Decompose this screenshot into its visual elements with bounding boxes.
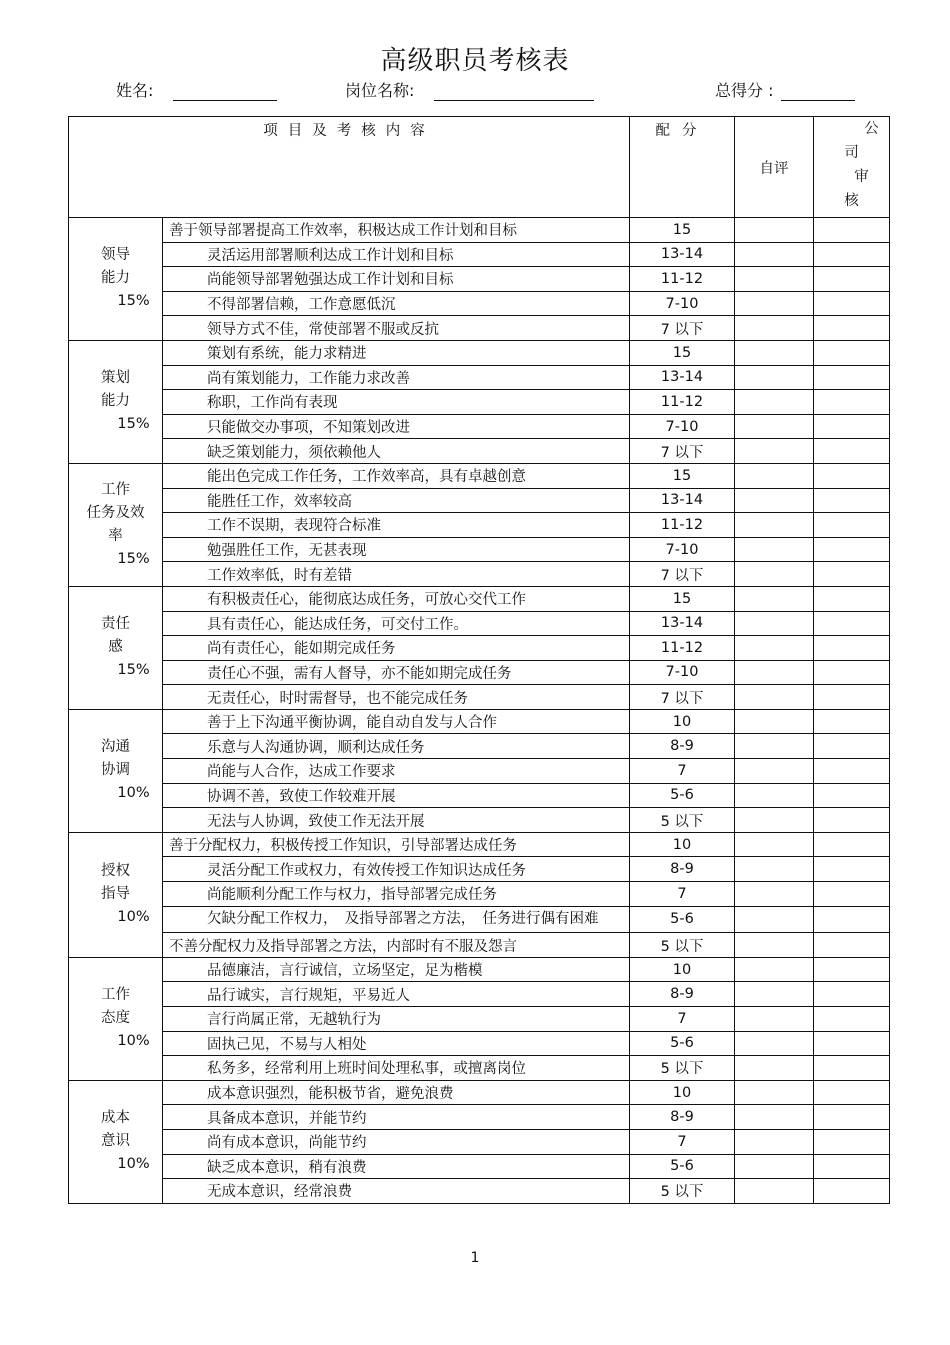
category-name: 意识 [101, 1133, 130, 1150]
table-row [69, 1179, 890, 1204]
company-review-cell[interactable] [814, 1179, 890, 1204]
criterion-text: 策划有系统，能力求精进 [163, 340, 630, 365]
criterion-score: 7 以下 [630, 685, 735, 710]
company-review-cell[interactable] [814, 906, 890, 933]
table-row [69, 1080, 890, 1105]
self-eval-cell[interactable] [735, 242, 814, 267]
criterion-score: 7-10 [630, 537, 735, 562]
criterion-score: 5 以下 [630, 808, 735, 833]
table-row [69, 709, 890, 734]
criterion-score: 13-14 [630, 365, 735, 390]
company-review-cell[interactable] [814, 439, 890, 464]
self-eval-cell[interactable] [735, 1129, 814, 1154]
table-row [69, 957, 890, 982]
criterion-score: 5 以下 [630, 933, 735, 958]
criterion-text: 不善分配权力及指导部署之方法，内部时有不服及怨言 [163, 933, 630, 958]
criterion-score: 7 [630, 1007, 735, 1032]
company-review-cell[interactable] [814, 808, 890, 833]
self-eval-cell[interactable] [735, 759, 814, 784]
table-row [69, 439, 890, 464]
criterion-text: 能出色完成工作任务，工作效率高，具有卓越创意 [163, 463, 630, 488]
company-review-cell[interactable] [814, 513, 890, 538]
header-company-review-char: 司 [844, 145, 859, 161]
category-name: 策划 [101, 370, 130, 387]
category-cell [69, 709, 163, 832]
header-self-eval: 自评 [735, 117, 814, 218]
criterion-score: 5 以下 [630, 1056, 735, 1081]
criterion-text: 善于上下沟通平衡协调，能自动自发与人合作 [163, 709, 630, 734]
criterion-text: 领导方式不佳，常使部署不服或反抗 [163, 316, 630, 341]
criterion-score: 5-6 [630, 1154, 735, 1179]
criterion-score: 11-12 [630, 636, 735, 661]
company-review-cell[interactable] [814, 933, 890, 958]
category-name: 工作 [101, 481, 130, 498]
criterion-text: 协调不善，致使工作较难开展 [163, 783, 630, 808]
company-review-cell[interactable] [814, 463, 890, 488]
category-cell [69, 463, 163, 586]
name-blank[interactable] [173, 83, 277, 101]
criterion-text: 能胜任工作，效率较高 [163, 488, 630, 513]
header-score: 配分 [630, 117, 735, 218]
criterion-text: 固执己见，不易与人相处 [163, 1031, 630, 1056]
criterion-score: 8-9 [630, 734, 735, 759]
self-eval-cell[interactable] [735, 586, 814, 611]
table-row [69, 316, 890, 341]
table-row [69, 1105, 890, 1130]
table-row [69, 1154, 890, 1179]
criterion-text: 责任心不强，需有人督导，亦不能如期完成任务 [163, 660, 630, 685]
criterion-score: 11-12 [630, 390, 735, 415]
criterion-text: 善于领导部署提高工作效率，积极达成工作计划和目标 [163, 218, 630, 243]
self-eval-cell[interactable] [735, 882, 814, 907]
category-weight: 15% [117, 550, 150, 567]
criterion-score: 8-9 [630, 1105, 735, 1130]
company-review-cell[interactable] [814, 586, 890, 611]
category-cell [69, 340, 163, 463]
criterion-text: 私务多，经常利用上班时间处理私事，或擅离岗位 [163, 1056, 630, 1081]
company-review-cell[interactable] [814, 636, 890, 661]
criterion-text: 灵活分配工作或权力，有效传授工作知识达成任务 [163, 857, 630, 882]
criterion-text: 具有责任心，能达成任务，可交付工作。 [163, 611, 630, 636]
self-eval-cell[interactable] [735, 562, 814, 587]
criterion-text: 成本意识强烈，能积极节省，避免浪费 [163, 1080, 630, 1105]
table-row [69, 562, 890, 587]
criterion-score: 7-10 [630, 291, 735, 316]
header-company-review-char: 核 [844, 193, 859, 209]
criterion-text: 只能做交办事项，不知策划改进 [163, 414, 630, 439]
self-eval-cell[interactable] [735, 933, 814, 958]
criterion-score: 7 以下 [630, 316, 735, 341]
company-review-cell[interactable] [814, 316, 890, 341]
table-row [69, 685, 890, 710]
position-field [345, 78, 594, 101]
table-row [69, 390, 890, 415]
company-review-cell[interactable] [814, 1080, 890, 1105]
criterion-score: 10 [630, 1080, 735, 1105]
table-row [69, 636, 890, 661]
name-field [116, 78, 277, 101]
criterion-score: 15 [630, 463, 735, 488]
table-row [69, 783, 890, 808]
self-eval-cell[interactable] [735, 267, 814, 292]
company-review-cell[interactable] [814, 242, 890, 267]
category-name: 沟通 [101, 739, 130, 756]
criterion-score: 5-6 [630, 783, 735, 808]
company-review-cell[interactable] [814, 537, 890, 562]
table-row [69, 340, 890, 365]
category-name: 感 [108, 639, 123, 656]
self-eval-cell[interactable] [735, 783, 814, 808]
company-review-cell[interactable] [814, 660, 890, 685]
self-eval-cell[interactable] [735, 1031, 814, 1056]
category-name: 能力 [101, 393, 130, 410]
company-review-cell[interactable] [814, 759, 890, 784]
criterion-text: 品德廉洁，言行诚信，立场坚定，足为楷模 [163, 957, 630, 982]
company-review-cell[interactable] [814, 882, 890, 907]
table-row [69, 537, 890, 562]
self-eval-cell[interactable] [735, 808, 814, 833]
category-name: 成本 [101, 1110, 130, 1127]
name-label: 姓名: [116, 81, 154, 100]
self-eval-cell[interactable] [735, 414, 814, 439]
criterion-text: 缺乏成本意识，稍有浪费 [163, 1154, 630, 1179]
table-row [69, 832, 890, 857]
category-weight: 10% [117, 785, 150, 802]
self-eval-cell[interactable] [735, 1007, 814, 1032]
table-row [69, 660, 890, 685]
self-eval-cell[interactable] [735, 488, 814, 513]
criterion-text: 欠缺分配工作权力， 及指导部署之方法， 任务进行偶有困难 [163, 906, 630, 933]
category-name: 协调 [101, 762, 130, 779]
category-weight: 10% [117, 1033, 150, 1050]
table-row [69, 759, 890, 784]
category-name: 工作 [101, 987, 130, 1004]
criterion-text: 灵活运用部署顺利达成工作计划和目标 [163, 242, 630, 267]
table-row [69, 857, 890, 882]
position-blank[interactable] [434, 83, 594, 101]
self-eval-cell[interactable] [735, 1154, 814, 1179]
criterion-score: 7 [630, 1129, 735, 1154]
company-review-cell[interactable] [814, 1129, 890, 1154]
table-row [69, 906, 890, 933]
self-eval-cell[interactable] [735, 463, 814, 488]
criterion-score: 8-9 [630, 857, 735, 882]
self-eval-cell[interactable] [735, 685, 814, 710]
self-eval-cell[interactable] [735, 340, 814, 365]
table-row [69, 218, 890, 243]
criterion-score: 7 以下 [630, 562, 735, 587]
table-row [69, 1129, 890, 1154]
criterion-score: 5 以下 [630, 1179, 735, 1204]
company-review-cell[interactable] [814, 709, 890, 734]
criterion-text: 品行诚实，言行规矩，平易近人 [163, 982, 630, 1007]
company-review-cell[interactable] [814, 562, 890, 587]
criterion-text: 尚有成本意识，尚能节约 [163, 1129, 630, 1154]
category-name: 领导 [101, 247, 130, 264]
total-score-field [715, 78, 855, 101]
self-eval-cell[interactable] [735, 611, 814, 636]
category-name: 任务及效 [86, 504, 145, 521]
category-cell [69, 218, 163, 341]
criterion-text: 有积极责任心，能彻底达成任务，可放心交代工作 [163, 586, 630, 611]
page-title: 高级职员考核表 [380, 46, 570, 76]
category-weight: 15% [117, 416, 150, 433]
company-review-cell[interactable] [814, 1007, 890, 1032]
self-eval-cell[interactable] [735, 537, 814, 562]
table-row [69, 1056, 890, 1081]
category-name: 指导 [101, 886, 130, 903]
self-eval-cell[interactable] [735, 636, 814, 661]
table-row [69, 291, 890, 316]
table-header-row [69, 117, 890, 218]
self-eval-cell[interactable] [735, 218, 814, 243]
header-company-review-char: 公 [864, 121, 879, 137]
self-eval-cell[interactable] [735, 291, 814, 316]
company-review-cell[interactable] [814, 734, 890, 759]
criterion-text: 乐意与人沟通协调，顺利达成任务 [163, 734, 630, 759]
category-weight: 15% [117, 662, 150, 679]
self-eval-cell[interactable] [735, 857, 814, 882]
category-cell [69, 832, 163, 957]
company-review-cell[interactable] [814, 957, 890, 982]
criterion-score: 15 [630, 218, 735, 243]
category-weight: 10% [117, 1156, 150, 1173]
company-review-cell[interactable] [814, 365, 890, 390]
criterion-text: 不得部署信赖，工作意愿低沉 [163, 291, 630, 316]
criterion-score: 7 [630, 882, 735, 907]
company-review-cell[interactable] [814, 685, 890, 710]
company-review-cell[interactable] [814, 414, 890, 439]
header-company-review [814, 117, 890, 218]
total-score-blank[interactable] [781, 83, 855, 101]
criterion-text: 尚能与人合作，达成工作要求 [163, 759, 630, 784]
criterion-text: 言行尚属正常，无越轨行为 [163, 1007, 630, 1032]
criterion-score: 13-14 [630, 611, 735, 636]
company-review-cell[interactable] [814, 832, 890, 857]
criterion-score: 7 以下 [630, 439, 735, 464]
criterion-text: 无法与人协调，致使工作无法开展 [163, 808, 630, 833]
company-review-cell[interactable] [814, 611, 890, 636]
criterion-text: 尚能顺利分配工作与权力，指导部署完成任务 [163, 882, 630, 907]
criterion-score: 8-9 [630, 982, 735, 1007]
table-row [69, 414, 890, 439]
self-eval-cell[interactable] [735, 365, 814, 390]
self-eval-cell[interactable] [735, 390, 814, 415]
self-eval-cell[interactable] [735, 709, 814, 734]
header-company-review-char: 审 [854, 169, 869, 185]
criterion-text: 勉强胜任工作，无甚表现 [163, 537, 630, 562]
company-review-cell[interactable] [814, 1105, 890, 1130]
self-eval-cell[interactable] [735, 660, 814, 685]
table-row [69, 982, 890, 1007]
table-row [69, 882, 890, 907]
company-review-cell[interactable] [814, 291, 890, 316]
table-row [69, 586, 890, 611]
self-eval-cell[interactable] [735, 734, 814, 759]
category-name: 责任 [101, 616, 130, 633]
self-eval-cell[interactable] [735, 513, 814, 538]
category-cell [69, 957, 163, 1080]
criterion-text: 尚有责任心，能如期完成任务 [163, 636, 630, 661]
company-review-cell[interactable] [814, 267, 890, 292]
page-number: 1 [470, 1250, 480, 1266]
criterion-score: 7-10 [630, 660, 735, 685]
company-review-cell[interactable] [814, 982, 890, 1007]
position-label: 岗位名称: [345, 81, 415, 100]
table-row [69, 933, 890, 958]
company-review-cell[interactable] [814, 1056, 890, 1081]
total-score-label: 总得分 : [715, 81, 774, 100]
criterion-text: 称职，工作尚有表现 [163, 390, 630, 415]
company-review-cell[interactable] [814, 390, 890, 415]
criterion-text: 工作不误期，表现符合标准 [163, 513, 630, 538]
table-row [69, 513, 890, 538]
category-name: 态度 [101, 1010, 130, 1027]
self-eval-cell[interactable] [735, 1056, 814, 1081]
evaluation-table [68, 116, 890, 1204]
criterion-text: 善于分配权力，积极传授工作知识，引导部署达成任务 [163, 832, 630, 857]
criterion-score: 10 [630, 709, 735, 734]
company-review-cell[interactable] [814, 340, 890, 365]
table-row [69, 463, 890, 488]
table-row [69, 734, 890, 759]
header-item: 项目及考核内容 [69, 117, 630, 218]
criterion-score: 15 [630, 340, 735, 365]
table-row [69, 1007, 890, 1032]
company-review-cell[interactable] [814, 218, 890, 243]
self-eval-cell[interactable] [735, 1080, 814, 1105]
self-eval-cell[interactable] [735, 957, 814, 982]
table-row [69, 488, 890, 513]
criterion-text: 缺乏策划能力，须依赖他人 [163, 439, 630, 464]
company-review-cell[interactable] [814, 488, 890, 513]
criterion-text: 工作效率低，时有差错 [163, 562, 630, 587]
criterion-score: 10 [630, 957, 735, 982]
criterion-score: 11-12 [630, 513, 735, 538]
category-name: 授权 [101, 863, 130, 880]
category-weight: 10% [117, 909, 150, 926]
criterion-score: 13-14 [630, 242, 735, 267]
self-eval-cell[interactable] [735, 982, 814, 1007]
self-eval-cell[interactable] [735, 439, 814, 464]
self-eval-cell[interactable] [735, 1179, 814, 1204]
criterion-text: 无责任心，时时需督导，也不能完成任务 [163, 685, 630, 710]
company-review-cell[interactable] [814, 1031, 890, 1056]
self-eval-cell[interactable] [735, 1105, 814, 1130]
criterion-text: 尚有策划能力，工作能力求改善 [163, 365, 630, 390]
category-name: 率 [108, 527, 123, 544]
category-cell [69, 586, 163, 709]
table-row [69, 242, 890, 267]
category-weight: 15% [117, 293, 150, 310]
criterion-text: 尚能领导部署勉强达成工作计划和目标 [163, 267, 630, 292]
criterion-score: 10 [630, 832, 735, 857]
self-eval-cell[interactable] [735, 906, 814, 933]
self-eval-cell[interactable] [735, 316, 814, 341]
category-name: 能力 [101, 270, 130, 287]
criterion-score: 5-6 [630, 906, 735, 933]
criterion-score: 11-12 [630, 267, 735, 292]
criterion-text: 具备成本意识，并能节约 [163, 1105, 630, 1130]
self-eval-cell[interactable] [735, 832, 814, 857]
criterion-score: 13-14 [630, 488, 735, 513]
company-review-cell[interactable] [814, 783, 890, 808]
category-cell [69, 1080, 163, 1203]
company-review-cell[interactable] [814, 857, 890, 882]
table-row [69, 365, 890, 390]
criterion-score: 5-6 [630, 1031, 735, 1056]
criterion-score: 15 [630, 586, 735, 611]
table-row [69, 267, 890, 292]
criterion-score: 7-10 [630, 414, 735, 439]
company-review-cell[interactable] [814, 1154, 890, 1179]
table-row [69, 1031, 890, 1056]
criterion-text: 无成本意识，经常浪费 [163, 1179, 630, 1204]
table-row [69, 611, 890, 636]
table-row [69, 808, 890, 833]
criterion-score: 7 [630, 759, 735, 784]
